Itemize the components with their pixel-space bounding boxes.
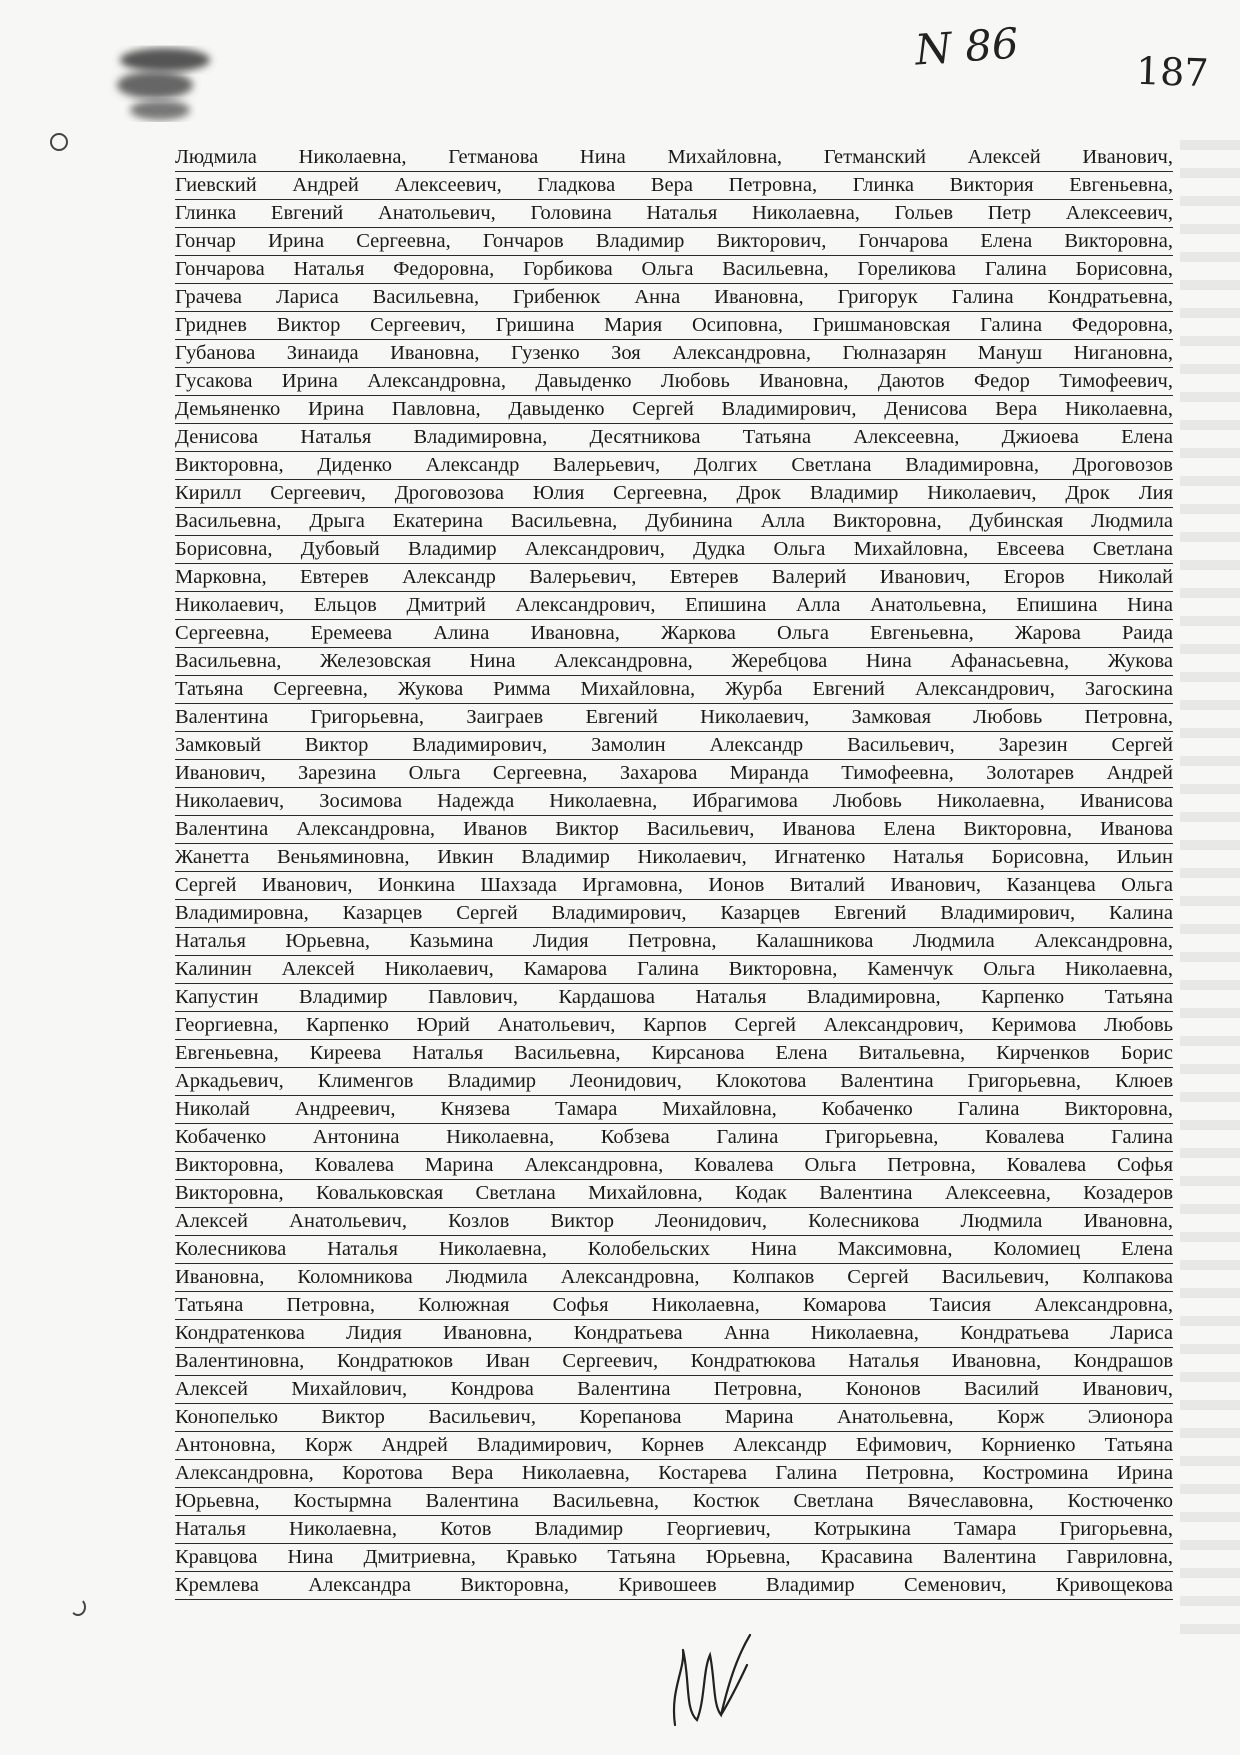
text-line: Николай Андреевич, Князева Тамара Михайловна, Кобаченко Галина Викторовна, xyxy=(175,1096,1173,1124)
text-line: Колесникова Наталья Николаевна, Колобельских Нина Максимовна, Коломиец Елена xyxy=(175,1236,1173,1264)
text-line: Викторовна, Диденко Александр Валерьевич, Долгих Светлана Владимировна, Дроговозов xyxy=(175,452,1173,480)
text-line: Валентина Григорьевна, Заиграев Евгений Николаевич, Замковая Любовь Петровна, xyxy=(175,704,1173,732)
signature xyxy=(655,1630,765,1730)
text-line: Николаевич, Зосимова Надежда Николаевна, Ибрагимова Любовь Николаевна, Иванисова xyxy=(175,788,1173,816)
text-line: Денисова Наталья Владимировна, Десятникова Татьяна Алексеевна, Джиоева Елена xyxy=(175,424,1173,452)
text-line: Юрьевна, Костырмна Валентина Васильевна, Костюк Светлана Вячеславовна, Костюченко xyxy=(175,1488,1173,1516)
text-line: Васильевна, Дрыга Екатерина Васильевна, Дубинина Алла Викторовна, Дубинская Людмила xyxy=(175,508,1173,536)
text-line: Наталья Николаевна, Котов Владимир Георгиевич, Котрыкина Тамара Григорьевна, xyxy=(175,1516,1173,1544)
text-line: Гончарова Наталья Федоровна, Горбикова Ольга Васильевна, Гореликова Галина Борисовна, xyxy=(175,256,1173,284)
text-line: Викторовна, Ковалева Марина Александровна, Ковалева Ольга Петровна, Ковалева Софья xyxy=(175,1152,1173,1180)
names-list-body xyxy=(175,144,1173,1600)
punch-hole-mark xyxy=(70,1598,86,1616)
text-line: Гусакова Ирина Александровна, Давыденко Любовь Ивановна, Даютов Федор Тимофеевич, xyxy=(175,368,1173,396)
text-line: Губанова Зинаида Ивановна, Гузенко Зоя Александровна, Гюлназарян Мануш Нигановна, xyxy=(175,340,1173,368)
text-line: Борисовна, Дубовый Владимир Александрович, Дудка Ольга Михайловна, Евсеева Светлана xyxy=(175,536,1173,564)
text-line: Демьяненко Ирина Павловна, Давыденко Сергей Владимирович, Денисова Вера Николаевна, xyxy=(175,396,1173,424)
text-line: Капустин Владимир Павлович, Кардашова Наталья Владимировна, Карпенко Татьяна xyxy=(175,984,1173,1012)
text-line: Сергеевна, Еремеева Алина Ивановна, Жаркова Ольга Евгеньевна, Жарова Раида xyxy=(175,620,1173,648)
text-line: Антоновна, Корж Андрей Владимирович, Корнев Александр Ефимович, Корниенко Татьяна xyxy=(175,1432,1173,1460)
bleed-through-margin xyxy=(1180,140,1240,1640)
text-line: Замковый Виктор Владимирович, Замолин Александр Васильевич, Зарезин Сергей xyxy=(175,732,1173,760)
text-line: Марковна, Евтерев Александр Валерьевич, Евтерев Валерий Иванович, Егоров Николай xyxy=(175,564,1173,592)
text-line: Гриднев Виктор Сергеевич, Гришина Мария Осиповна, Гришмановская Галина Федоровна, xyxy=(175,312,1173,340)
text-line: Кравцова Нина Дмитриевна, Кравько Татьяна Юрьевна, Красавина Валентина Гавриловна, xyxy=(175,1544,1173,1572)
text-line: Гиевский Андрей Алексеевич, Гладкова Вера Петровна, Глинка Виктория Евгеньевна, xyxy=(175,172,1173,200)
page-number: 187 xyxy=(1135,48,1210,96)
text-line: Конопелько Виктор Васильевич, Корепанова Марина Анатольевна, Корж Элионора xyxy=(175,1404,1173,1432)
text-line: Наталья Юрьевна, Казьмина Лидия Петровна, Калашникова Людмила Александровна, xyxy=(175,928,1173,956)
text-line: Васильевна, Железовская Нина Александровна, Жеребцова Нина Афанасьевна, Жукова xyxy=(175,648,1173,676)
text-line: Викторовна, Ковальковская Светлана Михайловна, Кодак Валентина Алексеевна, Козадеров xyxy=(175,1180,1173,1208)
text-line: Владимировна, Казарцев Сергей Владимирович, Казарцев Евгений Владимирович, Калина xyxy=(175,900,1173,928)
text-line: Татьяна Сергеевна, Жукова Римма Михайловна, Журба Евгений Александрович, Загоскина xyxy=(175,676,1173,704)
punch-hole-mark xyxy=(50,133,68,151)
text-line: Татьяна Петровна, Колюжная Софья Николаевна, Комарова Таисия Александровна, xyxy=(175,1292,1173,1320)
text-line: Жанетта Веньяминовна, Ивкин Владимир Николаевич, Игнатенко Наталья Борисовна, Ильин xyxy=(175,844,1173,872)
text-line: Аркадьевич, Клименгов Владимир Леонидович, Клокотова Валентина Григорьевна, Клюев xyxy=(175,1068,1173,1096)
handwritten-document-number: N 86 xyxy=(913,18,1021,75)
text-line: Кондратенкова Лидия Ивановна, Кондратьева Анна Николаевна, Кондратьева Лариса xyxy=(175,1320,1173,1348)
text-line: Грачева Лариса Васильевна, Грибенюк Анна Ивановна, Григорук Галина Кондратьевна, xyxy=(175,284,1173,312)
text-line: Глинка Евгений Анатольевич, Головина Наталья Николаевна, Гольев Петр Алексеевич, xyxy=(175,200,1173,228)
text-line: Евгеньевна, Киреева Наталья Васильевна, Кирсанова Елена Витальевна, Кирченков Борис xyxy=(175,1040,1173,1068)
text-line: Алексей Анатольевич, Козлов Виктор Леонидович, Колесникова Людмила Ивановна, xyxy=(175,1208,1173,1236)
text-line: Иванович, Зарезина Ольга Сергеевна, Захарова Миранда Тимофеевна, Золотарев Андрей xyxy=(175,760,1173,788)
text-line: Сергей Иванович, Ионкина Шахзада Иргамовна, Ионов Виталий Иванович, Казанцева Ольга xyxy=(175,872,1173,900)
text-line: Кирилл Сергеевич, Дроговозова Юлия Сергеевна, Дрок Владимир Николаевич, Дрок Лия xyxy=(175,480,1173,508)
text-line: Александровна, Коротова Вера Николаевна, Костарева Галина Петровна, Костромина Ирина xyxy=(175,1460,1173,1488)
text-line: Гончар Ирина Сергеевна, Гончаров Владимир Викторович, Гончарова Елена Викторовна, xyxy=(175,228,1173,256)
text-line: Валентина Александровна, Иванов Виктор Васильевич, Иванова Елена Викторовна, Иванова xyxy=(175,816,1173,844)
text-line: Алексей Михайлович, Кондрова Валентина Петровна, Кононов Василий Иванович, xyxy=(175,1376,1173,1404)
text-line: Кобаченко Антонина Николаевна, Кобзева Галина Григорьевна, Ковалева Галина xyxy=(175,1124,1173,1152)
text-line: Николаевич, Ельцов Дмитрий Александрович, Епишина Алла Анатольевна, Епишина Нина xyxy=(175,592,1173,620)
text-line: Кремлева Александра Викторовна, Кривошеев Владимир Семенович, Кривощекова xyxy=(175,1572,1173,1600)
text-line: Калинин Алексей Николаевич, Камарова Галина Викторовна, Каменчук Ольга Николаевна, xyxy=(175,956,1173,984)
text-line: Людмила Николаевна, Гетманова Нина Михайловна, Гетманский Алексей Иванович, xyxy=(175,144,1173,172)
text-line: Георгиевна, Карпенко Юрий Анатольевич, Карпов Сергей Александрович, Керимова Любовь xyxy=(175,1012,1173,1040)
text-line: Валентиновна, Кондратюков Иван Сергеевич, Кондратюкова Наталья Ивановна, Кондрашов xyxy=(175,1348,1173,1376)
text-line: Ивановна, Коломникова Людмила Александровна, Колпаков Сергей Васильевич, Колпакова xyxy=(175,1264,1173,1292)
redaction-smudge xyxy=(100,40,235,130)
